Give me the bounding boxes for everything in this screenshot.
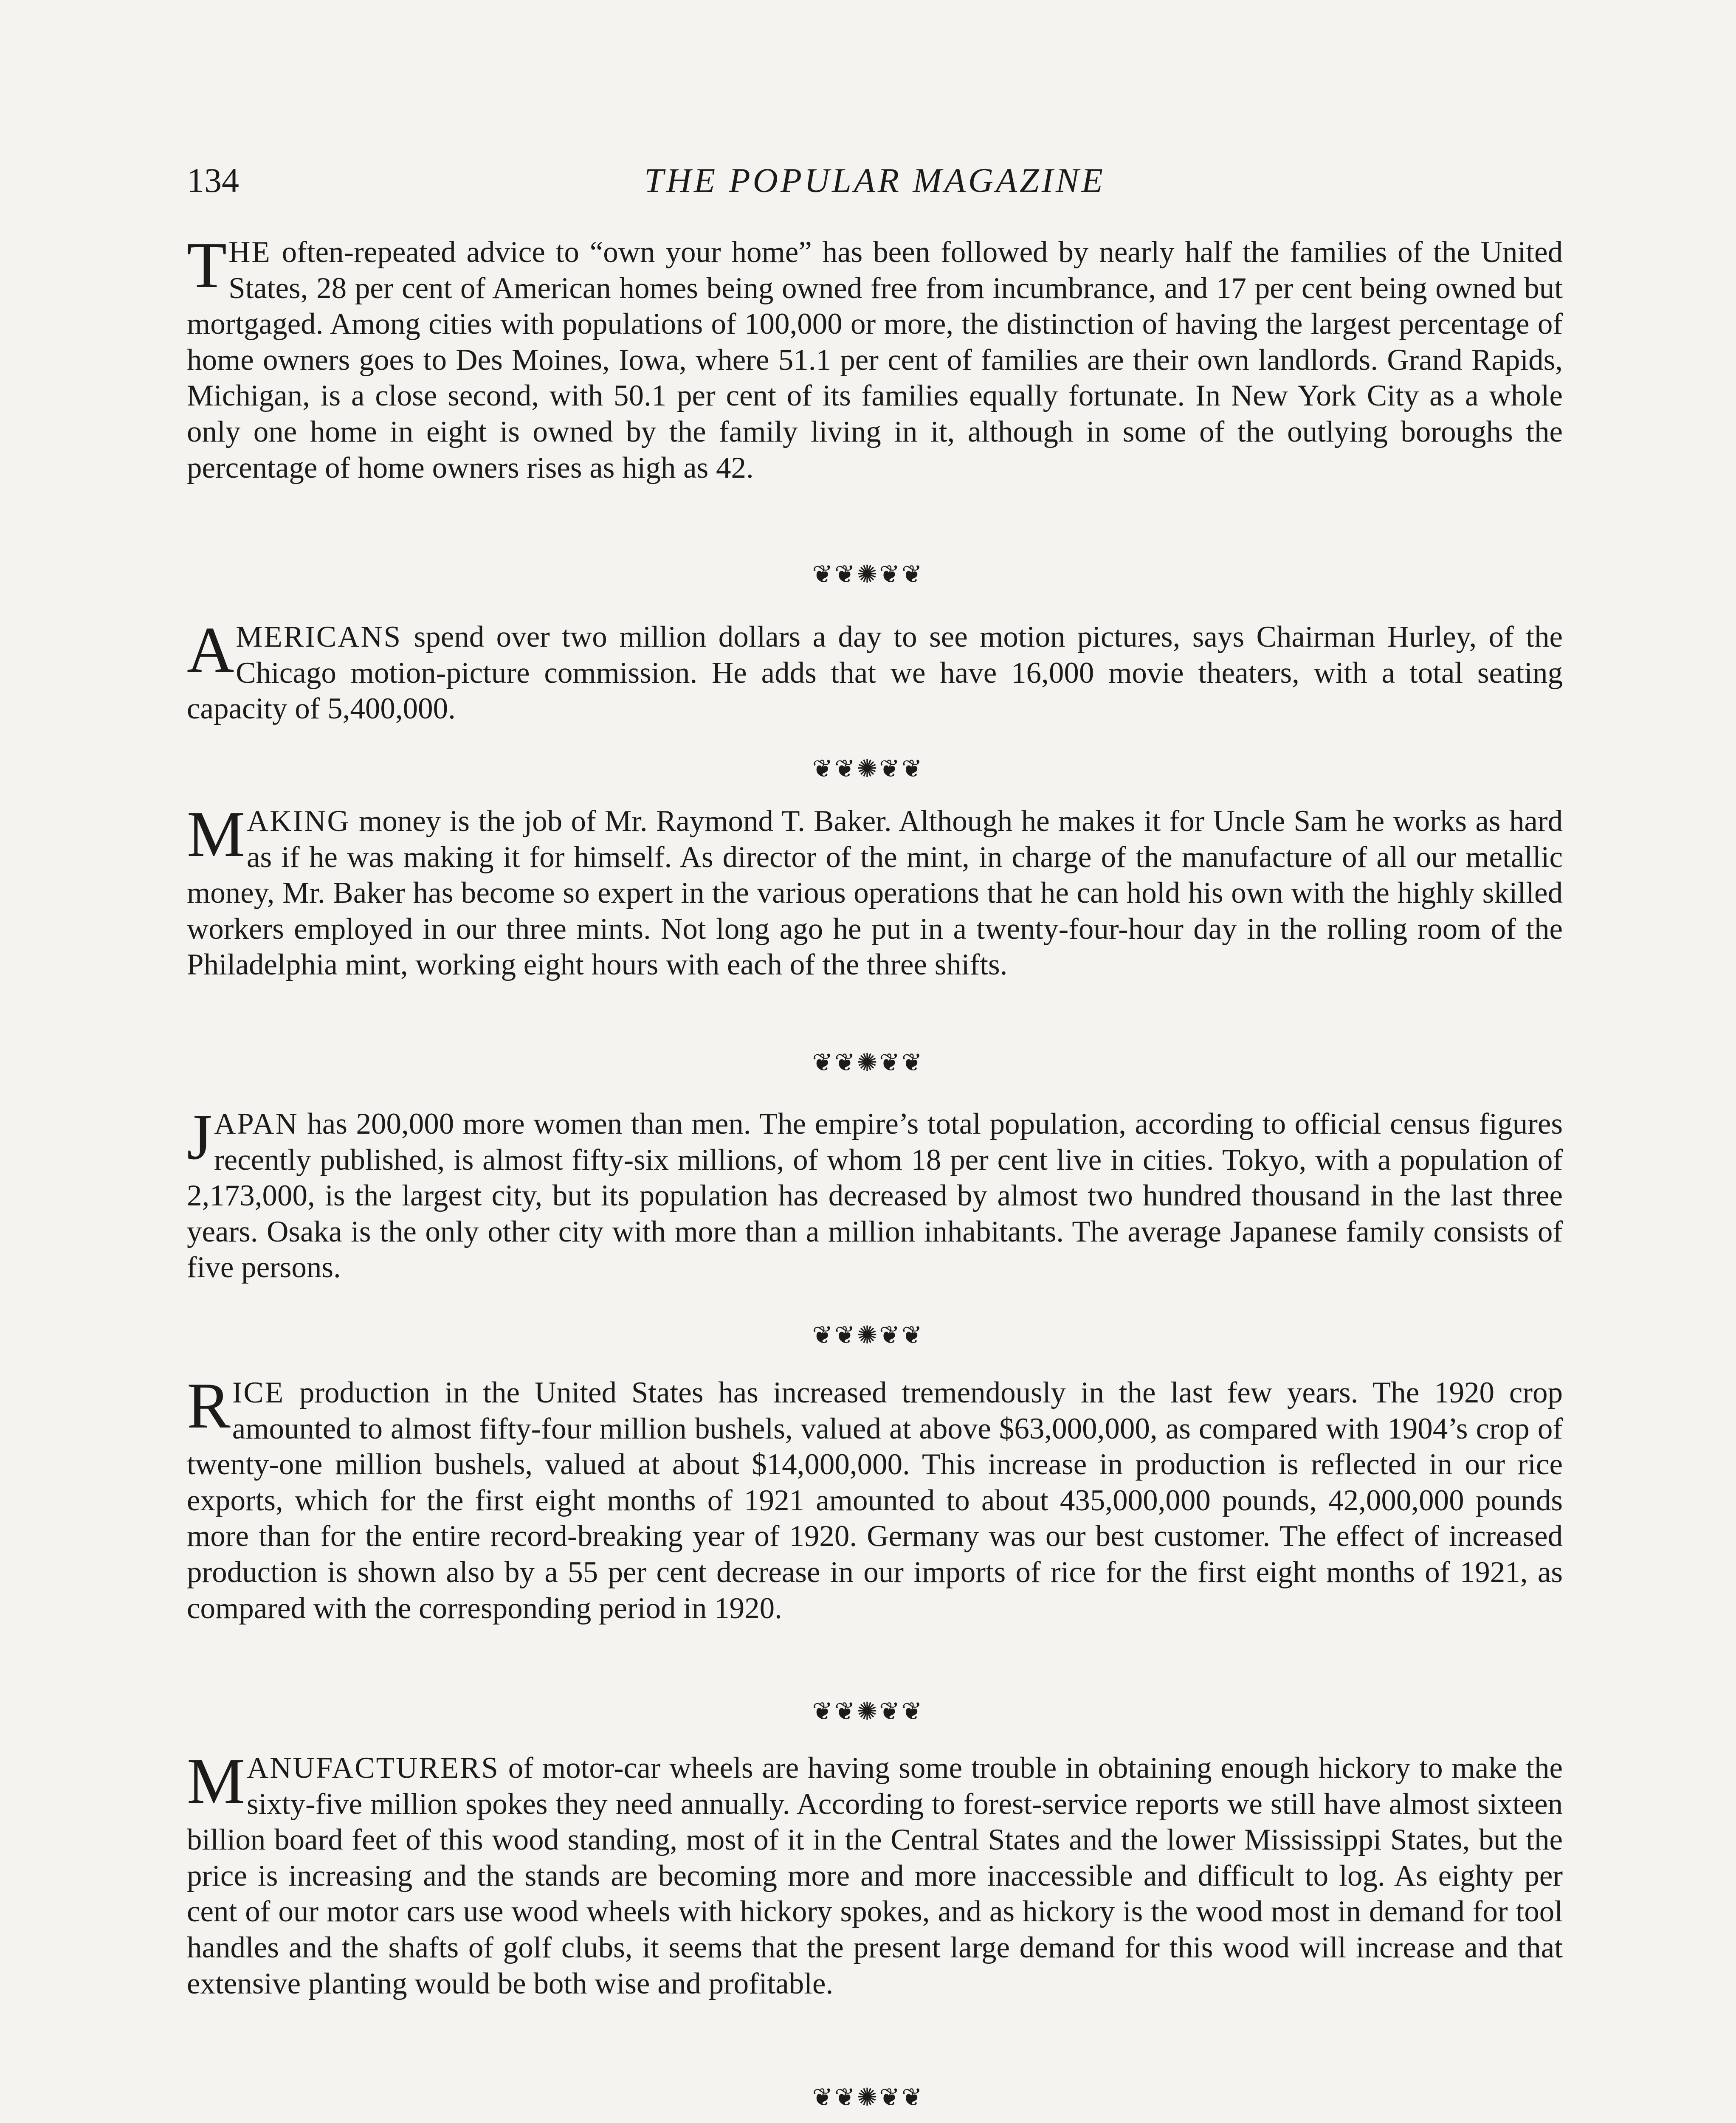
- section-ornament: ❦❦✺❦❦: [812, 1049, 924, 1076]
- section-ornament: ❦❦✺❦❦: [812, 560, 924, 588]
- lead-word: HE: [228, 236, 271, 269]
- page-number: 134: [187, 161, 239, 200]
- drop-cap: A: [187, 614, 234, 686]
- article-mint-director: [187, 798, 1563, 983]
- article-body: has 200,000 more women than men. The empire’s total population, according to official census figures recently published, is almost fifty-six millions, of whom 18 per cent live in cities. Tokyo, with a population of 2,173,000, is the largest city, but its population has decreased by almost two hundred thousand in the last three years. Osaka is the only other city with more than a million inhabitants. The average Japanese family consists of five persons.: [187, 1107, 1563, 1284]
- drop-cap: M: [187, 1745, 245, 1817]
- lead-word: APAN: [214, 1107, 299, 1140]
- article-hickory-wheels: [187, 1745, 1563, 2002]
- article-motion-pictures: [187, 614, 1563, 727]
- lead-word: AKING: [246, 805, 350, 838]
- section-ornament: ❦❦✺❦❦: [812, 1698, 924, 1725]
- section-ornament: ❦❦✺❦❦: [812, 755, 924, 783]
- section-ornament: ❦❦✺❦❦: [812, 2084, 924, 2111]
- article-japan-population: [187, 1101, 1563, 1286]
- article-body: production in the United States has increased tremendously in the last few years. The 1920 crop amounted to almost fifty-four million bushels, valued at above $63,000,000, as compared with 1904’s crop of twenty-one million bushels, valued at about $14,000,000. This increase in production is reflected in our rice exports, which for the first eight months of 1921 amounted to about 435,000,000 pounds, 42,000,000 pounds more than for the entire record-breaking year of 1920. Germany was our best customer. The effect of increased production is shown also by a 55 per cent decrease in our imports of rice for the first eight months of 1921, as compared with the corresponding period in 1920.: [187, 1376, 1563, 1625]
- page-header: [187, 160, 1563, 211]
- drop-cap: T: [187, 229, 227, 301]
- article-home-ownership: [187, 229, 1563, 486]
- article-body: money is the job of Mr. Raymond T. Baker. Although he makes it for Uncle Sam he works as hard as if he was making it for himself. As director of the mint, in charge of the manufacture of all our metallic money, Mr. Baker has become so expert in the various operations that he can hold his own with the highly skilled workers employed in our three mints. Not long ago he put in a twenty-four-hour day in the rolling room of the Philadelphia mint, working eight hours with each of the three shifts.: [187, 805, 1563, 982]
- lead-word: ICE: [232, 1376, 285, 1409]
- article-body: spend over two million dollars a day to see motion pictures, says Chairman Hurley, of the Chicago motion-picture commission. He adds that we have 16,000 movie theaters, with a total seating capacity of 5,400,000.: [187, 620, 1563, 726]
- article-body: often-repeated advice to “own your home” has been followed by nearly half the families of the United States, 28 per cent of American homes being owned free from incumbrance, and 17 per cent being owned but mortgaged. Among cities with populations of 100,000 or more, the distinction of having the largest percentage of home owners goes to Des Moines, Iowa, where 51.1 per cent of families are their own landlords. Grand Rapids, Michigan, is a close second, with 50.1 per cent of its families equally fortunate. In New York City as a whole only one home in eight is owned by the family living in it, although in some of the outlying boroughs the percentage of home owners rises as high as 42.: [187, 236, 1563, 484]
- lead-word: MERICANS: [236, 620, 402, 653]
- drop-cap: R: [187, 1370, 231, 1442]
- section-ornament: ❦❦✺❦❦: [812, 1321, 924, 1349]
- article-rice-production: [187, 1370, 1563, 1626]
- running-title: THE POPULAR MAGAZINE: [644, 161, 1105, 200]
- drop-cap: M: [187, 798, 245, 870]
- lead-word: ANUFACTURERS: [246, 1751, 499, 1785]
- drop-cap: J: [187, 1101, 212, 1173]
- article-body: of motor-car wheels are having some trouble in obtaining enough hickory to make the sixty-five million spokes they need annually. According to forest-service reports we still have almost sixteen billion board feet of this wood standing, most of it in the Central States and the lower Mississippi States, but the price is increasing and the stands are becoming more and more inaccessible and difficult to log. As eighty per cent of our motor cars use wood wheels with hickory spokes, and as hickory is the wood most in demand for tool handles and the shafts of golf clubs, it seems that the present large demand for this wood will increase and that extensive planting would be both wise and profitable.: [187, 1751, 1563, 2000]
